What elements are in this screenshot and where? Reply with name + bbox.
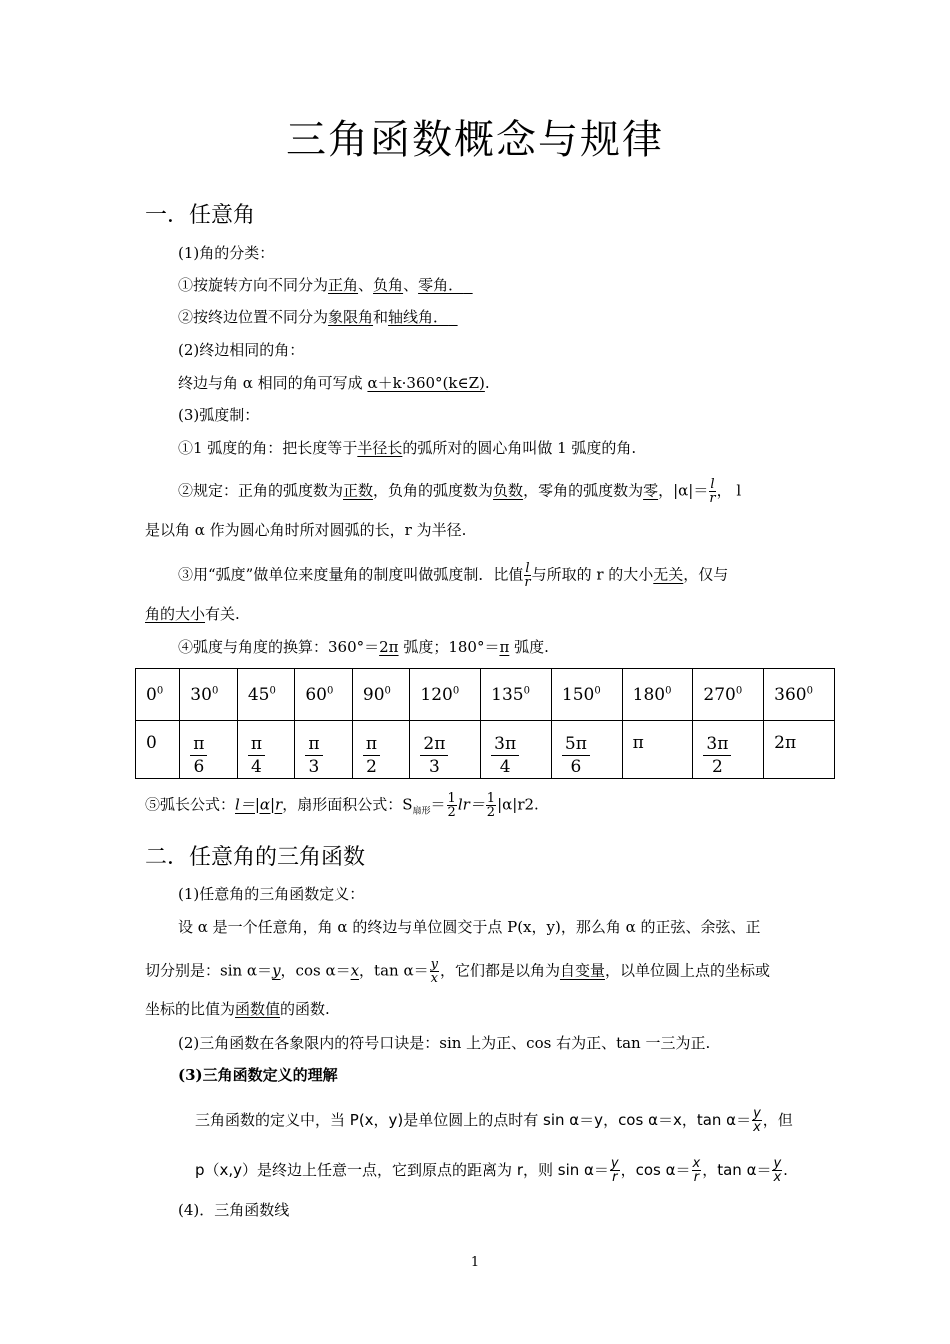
understand-line-1: 三角函数的定义中，当 P(x，y)是单位圆上的点时有 sin α＝y，cos α＝x，tan α＝ $\frac{y}{x}$ ，但 <box>195 1106 793 1135</box>
fraction-l-over-r-2: $\frac{l}{r}$ <box>524 561 531 590</box>
radian-line-3b: 角的大小有关. <box>145 605 240 623</box>
radian-cell <box>551 721 622 779</box>
degree-cell <box>693 669 764 721</box>
def-heading: (1)任意角的三角函数定义： <box>178 885 365 903</box>
radian-fraction <box>491 733 519 778</box>
radian-denominator: 2 <box>712 757 723 777</box>
degree-value: 120 <box>420 684 453 705</box>
radian-numerator: π <box>248 733 265 756</box>
degree-radian-table <box>135 668 835 779</box>
degree-value: 180 <box>632 684 666 705</box>
degree-mark: 0 <box>806 684 813 696</box>
radian-value: 2π <box>774 733 797 753</box>
section-heading-1: 一．任意角 <box>145 203 256 228</box>
radian-cell <box>237 721 295 779</box>
radian-line-2: ②规定：正角的弧度数为正数，负角的弧度数为负数，零角的弧度数为零，|α|＝ $\frac{l}{r}$ ， l <box>178 477 742 506</box>
degree-mark: 0 <box>523 684 530 696</box>
degree-cell <box>352 669 410 721</box>
radian-denominator: 4 <box>499 757 511 777</box>
radian-numerator: 2π <box>420 733 448 756</box>
radian-numerator: 3π <box>703 733 731 756</box>
radian-numerator: π <box>305 733 322 756</box>
sign-rule-line: (2)三角函数在各象限内的符号口诀是：sin 上为正、cos 右为正、tan 一三为正. <box>178 1034 711 1052</box>
degree-mark: 0 <box>384 684 391 696</box>
understand-line-2: p（x,y）是终边上任意一点，它到原点的距离为 r，则 sin α＝ $\frac{y}{r}$ ，cos α＝ $\frac{x}{r}$ ，tan α＝ $\frac{y}{x}$ . <box>195 1156 788 1185</box>
degree-value: 30 <box>190 684 212 705</box>
radian-line-3: ③用“弧度”做单位来度量角的制度叫做弧度制．比值 $\frac{l}{r}$ 与所取的 r 的大小无关，仅与 <box>178 561 729 590</box>
radian-cell <box>410 721 481 779</box>
page-title: 三角函数概念与规律 <box>286 117 664 163</box>
def-line-1: 设 α 是一个任意角，角 α 的终边与单位圆交于点 P(x，y)，那么角 α 的正弦、余弦、正 <box>178 918 761 936</box>
degree-value: 60 <box>305 684 327 705</box>
radian-denominator: 3 <box>429 757 440 777</box>
same-angle-heading: (2)终边相同的角： <box>178 341 305 359</box>
radian-fraction <box>305 733 322 778</box>
def-line-2: 切分别是：sin α＝y，cos α＝x，tan α＝ $\frac{y}{x}$ ，它们都是以角为自变量，以单位圆上点的坐标或 <box>145 957 770 986</box>
radian-numerator: π <box>363 733 380 756</box>
degree-mark: 0 <box>735 684 743 696</box>
radian-value: π <box>632 733 644 753</box>
degree-mark: 0 <box>594 684 601 696</box>
radian-cell <box>481 721 552 779</box>
degree-cell <box>551 669 622 721</box>
radian-value: 0 <box>146 733 157 753</box>
fraction-y-over-r: $\frac{y}{r}$ <box>610 1156 619 1185</box>
fraction-y-over-x: $\frac{y}{x}$ <box>430 957 438 986</box>
classify-heading: (1)角的分类： <box>178 244 275 262</box>
arc-formula-line: ⑤弧长公式：l＝|α|r，扇形面积公式：$S_{扇形}=$ $\frac{1}{2}$ lr＝ $\frac{1}{2}$ |α|r2. <box>145 791 539 820</box>
section-heading-2: 二．任意角的三角函数 <box>145 845 366 870</box>
fraction-one-half-2: $\frac{1}{2}$ <box>486 791 496 820</box>
radian-denominator: 4 <box>251 757 262 777</box>
radian-cell <box>352 721 410 779</box>
understand-heading: (3)三角函数定义的理解 <box>178 1066 338 1084</box>
page-number: 1 <box>470 1255 480 1270</box>
radian-cell <box>180 721 238 779</box>
degree-value: 90 <box>362 684 385 705</box>
radian-cell <box>764 721 835 779</box>
radian-fraction <box>703 733 731 778</box>
radian-cell <box>295 721 353 779</box>
degree-value: 135 <box>491 684 524 705</box>
degree-row <box>136 669 835 721</box>
degree-mark: 0 <box>452 684 460 696</box>
radian-denominator: 3 <box>308 757 320 777</box>
degree-cell <box>136 669 180 721</box>
degree-cell <box>622 669 693 721</box>
degree-mark: 0 <box>156 684 164 696</box>
def-line-3: 坐标的比值为函数值的函数. <box>145 1000 330 1018</box>
degree-value: 270 <box>703 684 736 705</box>
radian-line-1: ①1 弧度的角：把长度等于半径长的弧所对的圆心角叫做 1 弧度的角. <box>178 439 637 457</box>
radian-cell <box>622 721 693 779</box>
radian-fraction <box>562 733 590 778</box>
radian-fraction <box>248 733 265 778</box>
degree-cell <box>180 669 238 721</box>
radian-fraction <box>190 733 207 778</box>
radian-cell <box>136 721 180 779</box>
degree-mark: 0 <box>269 684 276 696</box>
radian-cell <box>693 721 764 779</box>
classify-line-1: ①按旋转方向不同分为正角、负角、零角． <box>178 276 464 294</box>
radian-fraction <box>420 733 448 778</box>
classify-line-2: ②按终边位置不同分为象限角和轴线角． <box>178 308 449 326</box>
degree-mark: 0 <box>211 684 219 696</box>
degree-cell <box>295 669 353 721</box>
radian-fraction <box>363 733 380 778</box>
fraction-l-over-r: $\frac{l}{r}$ <box>709 477 716 506</box>
same-angle-text: 终边与角 α 相同的角可写成 α＋k·360°(k∈Z). <box>178 374 490 392</box>
degree-cell <box>764 669 835 721</box>
radian-denominator: 6 <box>570 757 582 777</box>
radian-heading: (3)弧度制： <box>178 406 260 424</box>
degree-value: 360 <box>774 684 807 705</box>
fraction-y-over-x-2: $\frac{y}{x}$ <box>753 1106 761 1135</box>
degree-cell <box>481 669 552 721</box>
degree-value: 45 <box>247 684 270 705</box>
degree-mark: 0 <box>327 684 334 696</box>
radian-denominator: 2 <box>366 757 377 777</box>
degree-mark: 0 <box>665 684 672 696</box>
degree-value: 150 <box>561 684 595 705</box>
degree-value: 0 <box>146 684 157 705</box>
fraction-y-over-x-3: $\frac{y}{x}$ <box>773 1156 782 1185</box>
radian-denominator: 6 <box>193 757 205 777</box>
trig-lines-heading: (4)．三角函数线 <box>178 1201 290 1219</box>
fraction-x-over-r: $\frac{x}{r}$ <box>692 1156 701 1185</box>
radian-row <box>136 721 835 779</box>
degree-cell <box>410 669 481 721</box>
radian-line-2b: 是以角 α 作为圆心角时所对圆弧的长，r 为半径. <box>145 521 467 539</box>
radian-numerator: π <box>190 733 207 756</box>
fraction-one-half: $\frac{1}{2}$ <box>447 791 456 820</box>
radian-numerator: 5π <box>562 733 590 756</box>
radian-line-4: ④弧度与角度的换算：360°＝2π 弧度；180°＝π 弧度. <box>178 638 549 656</box>
radian-numerator: 3π <box>491 733 519 756</box>
degree-cell <box>237 669 295 721</box>
